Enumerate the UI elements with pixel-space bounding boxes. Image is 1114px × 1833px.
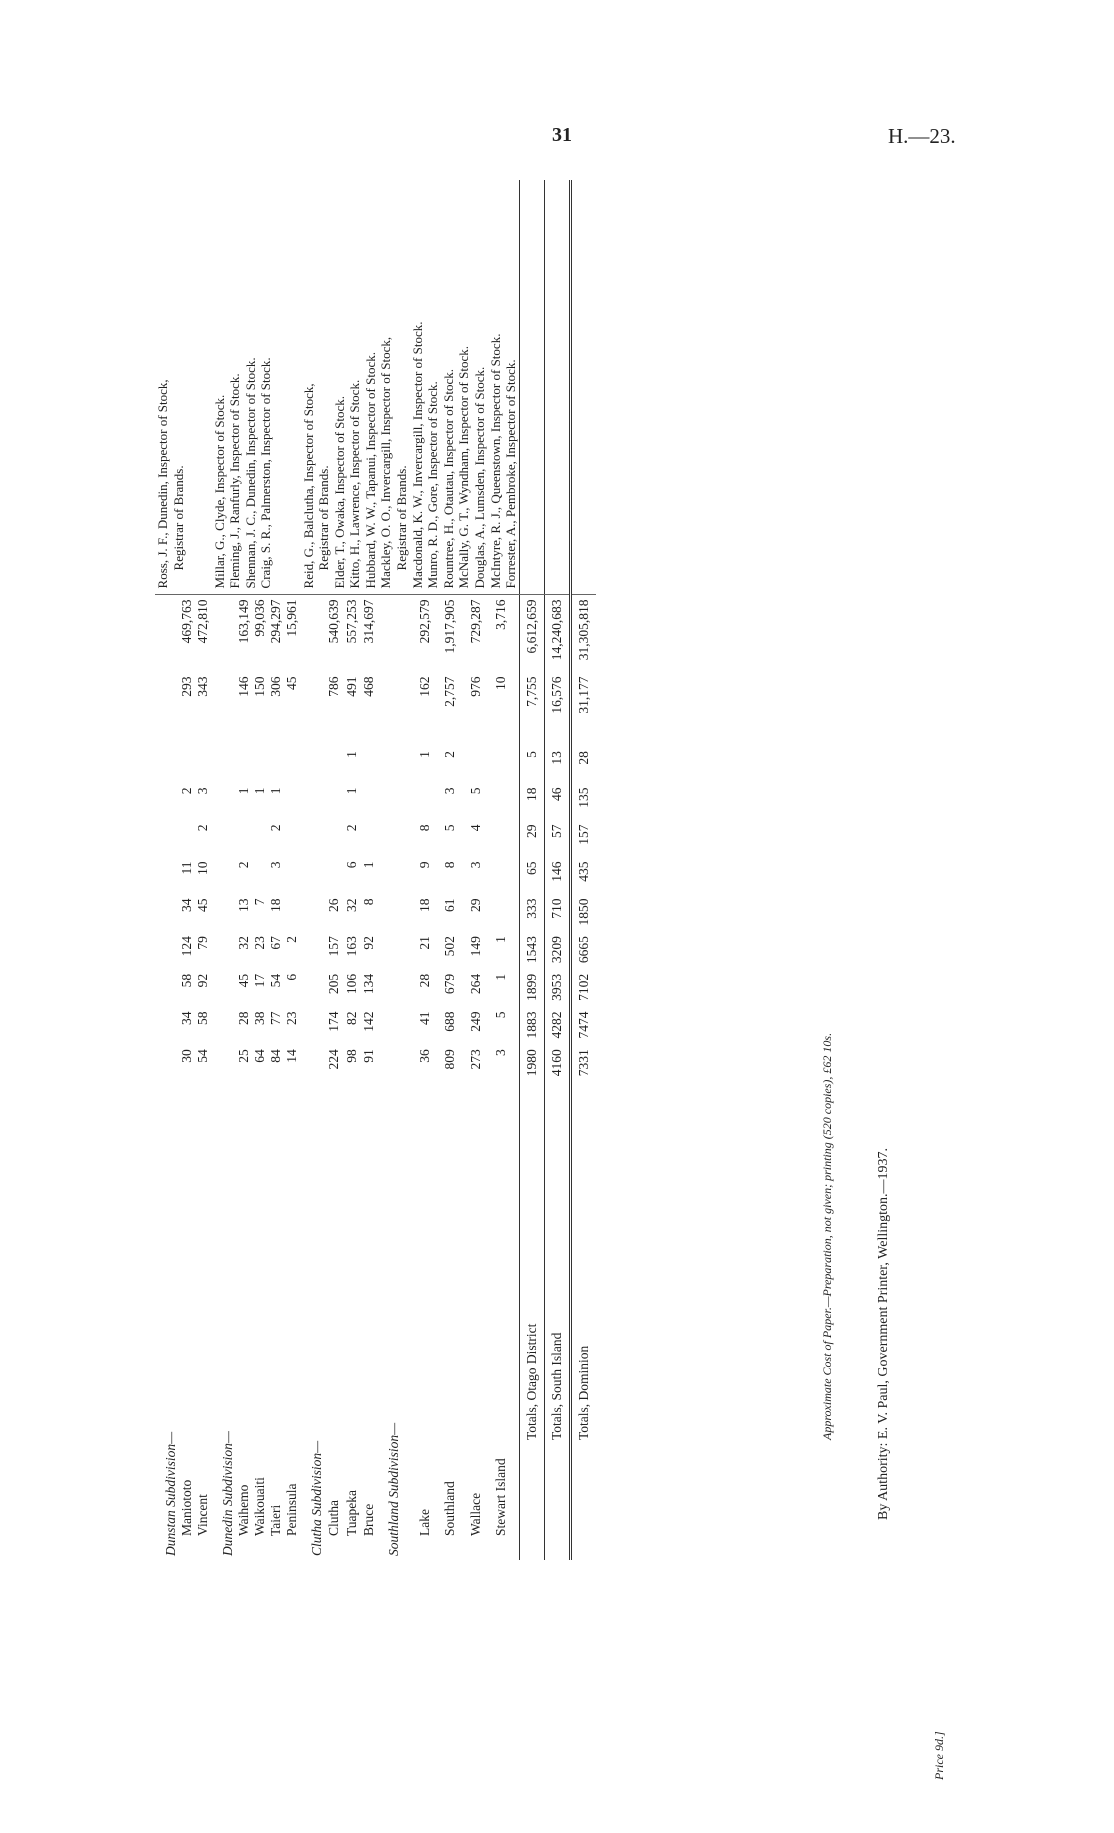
total-value-cell: 29 <box>519 820 544 857</box>
empty-cell <box>212 783 236 820</box>
value-cell: 21 <box>416 936 432 950</box>
totals-label: Totals, Otago District <box>519 1083 544 1560</box>
totals-row <box>545 180 571 1560</box>
value-cell <box>326 783 343 820</box>
value-cell: 54 <box>195 1049 211 1063</box>
value-cell <box>252 820 268 857</box>
value-cell: 306 <box>268 676 284 697</box>
subdivision-title: Clutha Subdivision— <box>308 1440 324 1556</box>
value-cell: 163,149 <box>235 599 251 644</box>
value-cell: 8 <box>416 824 432 832</box>
value-cell: 34 <box>179 1011 195 1026</box>
empty-cell <box>155 673 179 748</box>
total-value-cell: 6,612,659 <box>519 595 544 673</box>
inspector-line: Registrar of Brands. <box>316 465 332 571</box>
value-cell: 472,810 <box>195 599 211 644</box>
empty-cell <box>212 747 236 783</box>
empty-cell <box>378 595 416 673</box>
county-name: Taieri <box>268 1504 284 1536</box>
value-cell: 469,763 <box>179 599 195 644</box>
inspector-line: Rountree, H., Otautau, Inspector of Stock. <box>440 368 456 589</box>
value-cell: 54 <box>268 973 284 988</box>
value-cell: 82 <box>343 1011 359 1026</box>
authority-line: By Authority: E. V. Paul, Government Printer, Wellington.—1937. <box>876 1147 891 1520</box>
value-cell: 224 <box>326 1049 342 1070</box>
empty-cell <box>378 1008 416 1046</box>
inspector-line: Craig, S. R., Palmerston, Inspector of Stock. <box>258 357 274 589</box>
county-name: Maniototo <box>179 1479 195 1536</box>
value-cell: 18 <box>416 898 432 912</box>
total-value-cell: 1850 <box>571 894 597 932</box>
value-cell: 7 <box>251 898 267 906</box>
stock-table <box>155 180 596 1560</box>
total-value-cell: 46 <box>545 783 571 820</box>
value-cell: 2 <box>284 936 300 943</box>
empty-cell <box>155 894 179 932</box>
empty-cell <box>212 857 236 894</box>
inspector-line: Ross, J. F., Dunedin, Inspector of Stock, <box>155 379 170 589</box>
empty-cell <box>571 180 597 595</box>
inspector-line: Millar, G., Clyde, Inspector of Stock. <box>211 394 227 589</box>
value-cell: 45 <box>284 676 300 690</box>
empty-cell <box>378 820 416 857</box>
total-value-cell: 31,305,818 <box>571 595 597 673</box>
inspector-line: McNally, G. T., Wyndham, Inspector of Stock. <box>456 346 472 589</box>
value-cell <box>284 747 300 783</box>
empty-cell <box>519 180 544 595</box>
value-cell: 1,917,905 <box>442 599 458 654</box>
value-cell <box>361 747 378 783</box>
value-cell: 91 <box>361 1049 377 1063</box>
value-cell: 14 <box>284 1049 300 1063</box>
value-cell: 38 <box>251 1011 267 1026</box>
value-cell: 13 <box>235 898 251 912</box>
empty-cell <box>378 970 416 1008</box>
empty-cell <box>155 1045 179 1083</box>
value-cell: 6 <box>343 861 359 869</box>
inspector-line: Douglas, A., Lumsden, Inspector of Stock. <box>472 366 488 589</box>
value-cell: 688 <box>442 1011 458 1032</box>
value-cell: 9 <box>416 861 432 869</box>
total-value-cell: 7102 <box>571 970 597 1008</box>
value-cell: 3 <box>195 787 211 795</box>
empty-cell <box>545 180 571 595</box>
empty-cell <box>378 1045 416 1083</box>
empty-cell <box>212 932 236 970</box>
total-value-cell: 1883 <box>519 1008 544 1046</box>
totals-label: Totals, Dominion <box>571 1083 597 1560</box>
value-cell: 294,297 <box>268 599 284 644</box>
value-cell: 150 <box>251 676 267 697</box>
value-cell: 146 <box>235 676 251 697</box>
total-value-cell: 157 <box>571 820 597 857</box>
county-name: Waihemo <box>235 1484 251 1536</box>
empty-cell <box>378 894 416 932</box>
value-cell: 1 <box>493 973 508 981</box>
value-cell: 11 <box>179 861 195 875</box>
value-cell: 6 <box>284 973 300 981</box>
total-value-cell: 710 <box>545 894 571 932</box>
value-cell: 41 <box>416 1011 432 1026</box>
inspectors-cell <box>378 180 519 595</box>
subdivision-header-row <box>212 180 236 1560</box>
empty-cell <box>378 673 416 748</box>
document-reference: H.—23. <box>888 124 956 148</box>
value-cell: 77 <box>268 1011 284 1026</box>
total-value-cell: 7474 <box>571 1008 597 1046</box>
total-value-cell: 333 <box>519 894 544 932</box>
value-cell: 58 <box>179 973 195 988</box>
value-cell: 1 <box>343 751 359 758</box>
inspector-line: Forrester, A., Pembroke, Inspector of Stock. <box>503 359 519 589</box>
value-cell: 23 <box>251 936 267 950</box>
value-cell: 15,961 <box>284 599 300 637</box>
value-cell: 557,253 <box>343 599 359 644</box>
value-cell: 1 <box>361 861 377 869</box>
empty-cell <box>301 970 327 1008</box>
value-cell <box>284 857 300 894</box>
value-cell: 34 <box>179 898 195 912</box>
empty-cell <box>155 857 179 894</box>
value-cell: 5 <box>467 787 483 795</box>
county-name: Stewart Island <box>493 1458 508 1536</box>
empty-cell <box>155 970 179 1008</box>
value-cell <box>417 783 442 820</box>
value-cell: 3 <box>493 1049 508 1056</box>
total-value-cell: 31,177 <box>571 673 597 748</box>
value-cell: 3 <box>268 861 284 869</box>
value-cell: 468 <box>361 676 377 697</box>
inspector-line: Hubbard, W. W., Tapanui, Inspector of Stock. <box>362 352 378 589</box>
empty-cell <box>155 747 179 783</box>
inspector-line: Fleming, J., Ranfurly, Inspector of Stock. <box>227 373 243 589</box>
rotated-statistics-table <box>155 180 755 1560</box>
value-cell <box>493 857 519 894</box>
value-cell: 79 <box>195 936 211 950</box>
empty-cell <box>301 894 327 932</box>
value-cell: 28 <box>235 1011 251 1026</box>
subdivision-header-row <box>378 180 416 1560</box>
total-value-cell: 18 <box>519 783 544 820</box>
value-cell <box>179 747 195 783</box>
total-value-cell: 7331 <box>571 1045 597 1083</box>
empty-cell <box>155 595 179 673</box>
total-value-cell: 7,755 <box>519 673 544 748</box>
empty-cell <box>212 673 236 748</box>
empty-cell <box>301 820 327 857</box>
inspectors-cell <box>301 180 379 595</box>
value-cell: 1 <box>235 787 251 795</box>
value-cell <box>468 747 493 783</box>
inspector-line: Mackley, O. O., Invercargill, Inspector of Stock, <box>378 336 394 589</box>
value-cell: 1 <box>416 751 432 758</box>
value-cell: 45 <box>195 898 211 912</box>
value-cell: 92 <box>195 973 211 988</box>
inspector-line: Registrar of Brands. <box>394 465 410 571</box>
value-cell: 61 <box>442 898 458 912</box>
value-cell: 976 <box>467 676 483 697</box>
empty-cell <box>212 1008 236 1046</box>
total-value-cell: 135 <box>571 783 597 820</box>
value-cell: 502 <box>442 936 458 957</box>
value-cell: 17 <box>251 973 267 988</box>
value-cell: 292,579 <box>416 599 432 644</box>
county-name: Peninsula <box>284 1483 300 1536</box>
value-cell: 18 <box>268 898 284 912</box>
value-cell: 786 <box>326 676 342 697</box>
total-value-cell: 4282 <box>545 1008 571 1046</box>
total-value-cell: 6665 <box>571 932 597 970</box>
value-cell <box>195 747 211 783</box>
value-cell <box>493 783 519 820</box>
empty-cell <box>155 783 179 820</box>
value-cell: 2 <box>195 824 211 832</box>
county-name: Wallace <box>467 1492 483 1536</box>
total-value-cell: 57 <box>545 820 571 857</box>
subdivision-title: Dunedin Subdivision— <box>219 1431 235 1556</box>
county-name: Tuapeka <box>343 1490 359 1536</box>
value-cell: 8 <box>361 898 377 906</box>
value-cell: 58 <box>195 1011 211 1026</box>
inspector-line: Reid, G., Balclutha, Inspector of Stock, <box>300 383 316 589</box>
value-cell: 84 <box>268 1049 284 1063</box>
value-cell: 124 <box>179 936 195 957</box>
value-cell: 4 <box>467 824 483 832</box>
value-cell: 3 <box>467 861 483 869</box>
county-name: Vincent <box>195 1494 211 1536</box>
value-cell: 10 <box>493 676 508 690</box>
value-cell <box>252 857 268 894</box>
empty-cell <box>301 595 327 673</box>
empty-cell <box>212 820 236 857</box>
value-cell: 64 <box>251 1049 267 1063</box>
subdivision-title: Dunstan Subdivision— <box>163 1431 178 1556</box>
value-cell: 809 <box>442 1049 458 1070</box>
value-cell: 249 <box>467 1011 483 1032</box>
county-name: Bruce <box>361 1503 377 1536</box>
total-value-cell: 3209 <box>545 932 571 970</box>
value-cell: 679 <box>442 973 458 995</box>
inspectors-cell <box>155 180 212 595</box>
value-cell: 5 <box>442 824 458 832</box>
empty-cell <box>212 595 236 673</box>
value-cell <box>326 820 343 857</box>
value-cell: 98 <box>343 1049 359 1063</box>
value-cell: 5 <box>493 1011 508 1019</box>
value-cell: 1 <box>251 787 267 795</box>
total-value-cell: 28 <box>571 747 597 783</box>
empty-cell <box>155 820 179 857</box>
empty-cell <box>378 783 416 820</box>
value-cell <box>493 820 519 857</box>
empty-cell <box>212 894 236 932</box>
value-cell: 264 <box>467 973 483 995</box>
value-cell: 26 <box>326 898 342 912</box>
total-value-cell: 65 <box>519 857 544 894</box>
total-value-cell: 435 <box>571 857 597 894</box>
subdivision-header-row <box>301 180 327 1560</box>
empty-cell <box>155 932 179 970</box>
value-cell: 491 <box>343 676 359 697</box>
empty-cell <box>301 1008 327 1046</box>
empty-cell <box>301 857 327 894</box>
value-cell: 30 <box>179 1049 195 1063</box>
value-cell: 1 <box>343 787 359 795</box>
value-cell: 2 <box>343 824 359 832</box>
empty-cell <box>301 783 327 820</box>
table-body <box>155 180 596 1560</box>
value-cell: 205 <box>326 973 342 995</box>
value-cell <box>268 747 284 783</box>
cost-note: Approximate Cost of Paper.—Preparation, not given; printing (520 copies), £62 10s. <box>820 1032 834 1440</box>
value-cell: 45 <box>235 973 251 988</box>
totals-row <box>571 180 597 1560</box>
page-number: 31 <box>552 124 572 146</box>
value-cell: 67 <box>268 936 284 950</box>
value-cell: 29 <box>467 898 483 912</box>
value-cell: 142 <box>361 1011 377 1032</box>
value-cell <box>284 894 300 932</box>
empty-cell <box>155 1008 179 1046</box>
empty-cell <box>301 673 327 748</box>
empty-cell <box>378 932 416 970</box>
inspector-line: Macdonald, K. W., Invercargill, Inspector of Stock. <box>409 321 425 589</box>
value-cell <box>179 820 195 857</box>
inspector-line: McIntyre, R. J., Queenstown, Inspector of Stock. <box>487 333 503 589</box>
value-cell: 23 <box>284 1011 300 1026</box>
empty-cell <box>212 1045 236 1083</box>
value-cell <box>361 820 378 857</box>
totals-label: Totals, South Island <box>545 1083 571 1560</box>
value-cell: 293 <box>179 676 195 697</box>
value-cell <box>493 894 519 932</box>
empty-cell <box>301 1045 327 1083</box>
total-value-cell: 1543 <box>519 932 544 970</box>
county-name: Clutha <box>326 1500 342 1536</box>
inspector-line: Munro, R. D., Gore, Inspector of Stock. <box>425 381 441 589</box>
value-cell: 32 <box>235 936 251 950</box>
inspector-line: Registrar of Brands. <box>170 465 186 571</box>
value-cell: 2,757 <box>442 676 458 707</box>
county-name: Southland <box>442 1481 458 1536</box>
inspector-line: Elder, T., Owaka, Inspector of Stock. <box>331 395 347 589</box>
subdivision-header-row <box>155 180 179 1560</box>
total-value-cell: 1899 <box>519 970 544 1008</box>
value-cell: 36 <box>416 1049 432 1063</box>
value-cell: 157 <box>326 936 342 957</box>
inspector-line: Kitto, H., Lawrence, Inspector of Stock. <box>347 379 363 589</box>
empty-cell <box>378 747 416 783</box>
value-cell <box>284 820 300 857</box>
value-cell <box>284 783 300 820</box>
value-cell <box>493 747 519 783</box>
total-value-cell: 16,576 <box>545 673 571 748</box>
value-cell: 134 <box>361 973 377 995</box>
value-cell <box>252 747 268 783</box>
total-value-cell: 5 <box>519 747 544 783</box>
value-cell: 163 <box>343 936 359 957</box>
value-cell: 729,287 <box>467 599 483 644</box>
value-cell: 2 <box>442 751 458 758</box>
total-value-cell: 14,240,683 <box>545 595 571 673</box>
value-cell: 540,639 <box>326 599 342 644</box>
value-cell: 25 <box>235 1049 251 1063</box>
value-cell: 28 <box>416 973 432 988</box>
value-cell: 92 <box>361 936 377 950</box>
empty-cell <box>301 932 327 970</box>
empty-cell <box>301 747 327 783</box>
value-cell: 174 <box>326 1011 342 1032</box>
value-cell: 2 <box>235 861 251 869</box>
total-value-cell: 146 <box>545 857 571 894</box>
total-value-cell: 13 <box>545 747 571 783</box>
value-cell: 3 <box>442 787 458 795</box>
subdivision-title: Southland Subdivision— <box>386 1422 402 1556</box>
county-name: Waikouaiti <box>251 1477 267 1536</box>
value-cell <box>236 820 252 857</box>
empty-cell <box>212 970 236 1008</box>
value-cell <box>326 857 343 894</box>
inspectors-cell <box>212 180 301 595</box>
value-cell <box>326 747 343 783</box>
total-value-cell: 1980 <box>519 1045 544 1083</box>
value-cell: 149 <box>467 936 483 957</box>
value-cell: 32 <box>343 898 359 912</box>
totals-row <box>519 180 544 1560</box>
county-name: Lake <box>416 1509 432 1536</box>
price-note: Price 9d.] <box>932 1731 946 1780</box>
value-cell: 273 <box>467 1049 483 1070</box>
value-cell: 2 <box>179 787 195 795</box>
value-cell: 8 <box>442 861 458 869</box>
value-cell: 3,716 <box>493 599 508 630</box>
value-cell: 314,697 <box>361 599 377 644</box>
inspector-line: Shennan, J. C., Dunedin, Inspector of Stock. <box>242 357 258 589</box>
value-cell <box>361 783 378 820</box>
total-value-cell: 4160 <box>545 1045 571 1083</box>
value-cell: 1 <box>268 787 284 795</box>
value-cell: 343 <box>195 676 211 697</box>
value-cell: 10 <box>195 861 211 875</box>
value-cell: 2 <box>268 824 284 832</box>
total-value-cell: 3953 <box>545 970 571 1008</box>
value-cell: 1 <box>493 936 508 943</box>
value-cell: 99,036 <box>251 599 267 637</box>
value-cell: 106 <box>343 973 359 995</box>
empty-cell <box>378 857 416 894</box>
value-cell: 162 <box>416 676 432 697</box>
value-cell <box>236 747 252 783</box>
